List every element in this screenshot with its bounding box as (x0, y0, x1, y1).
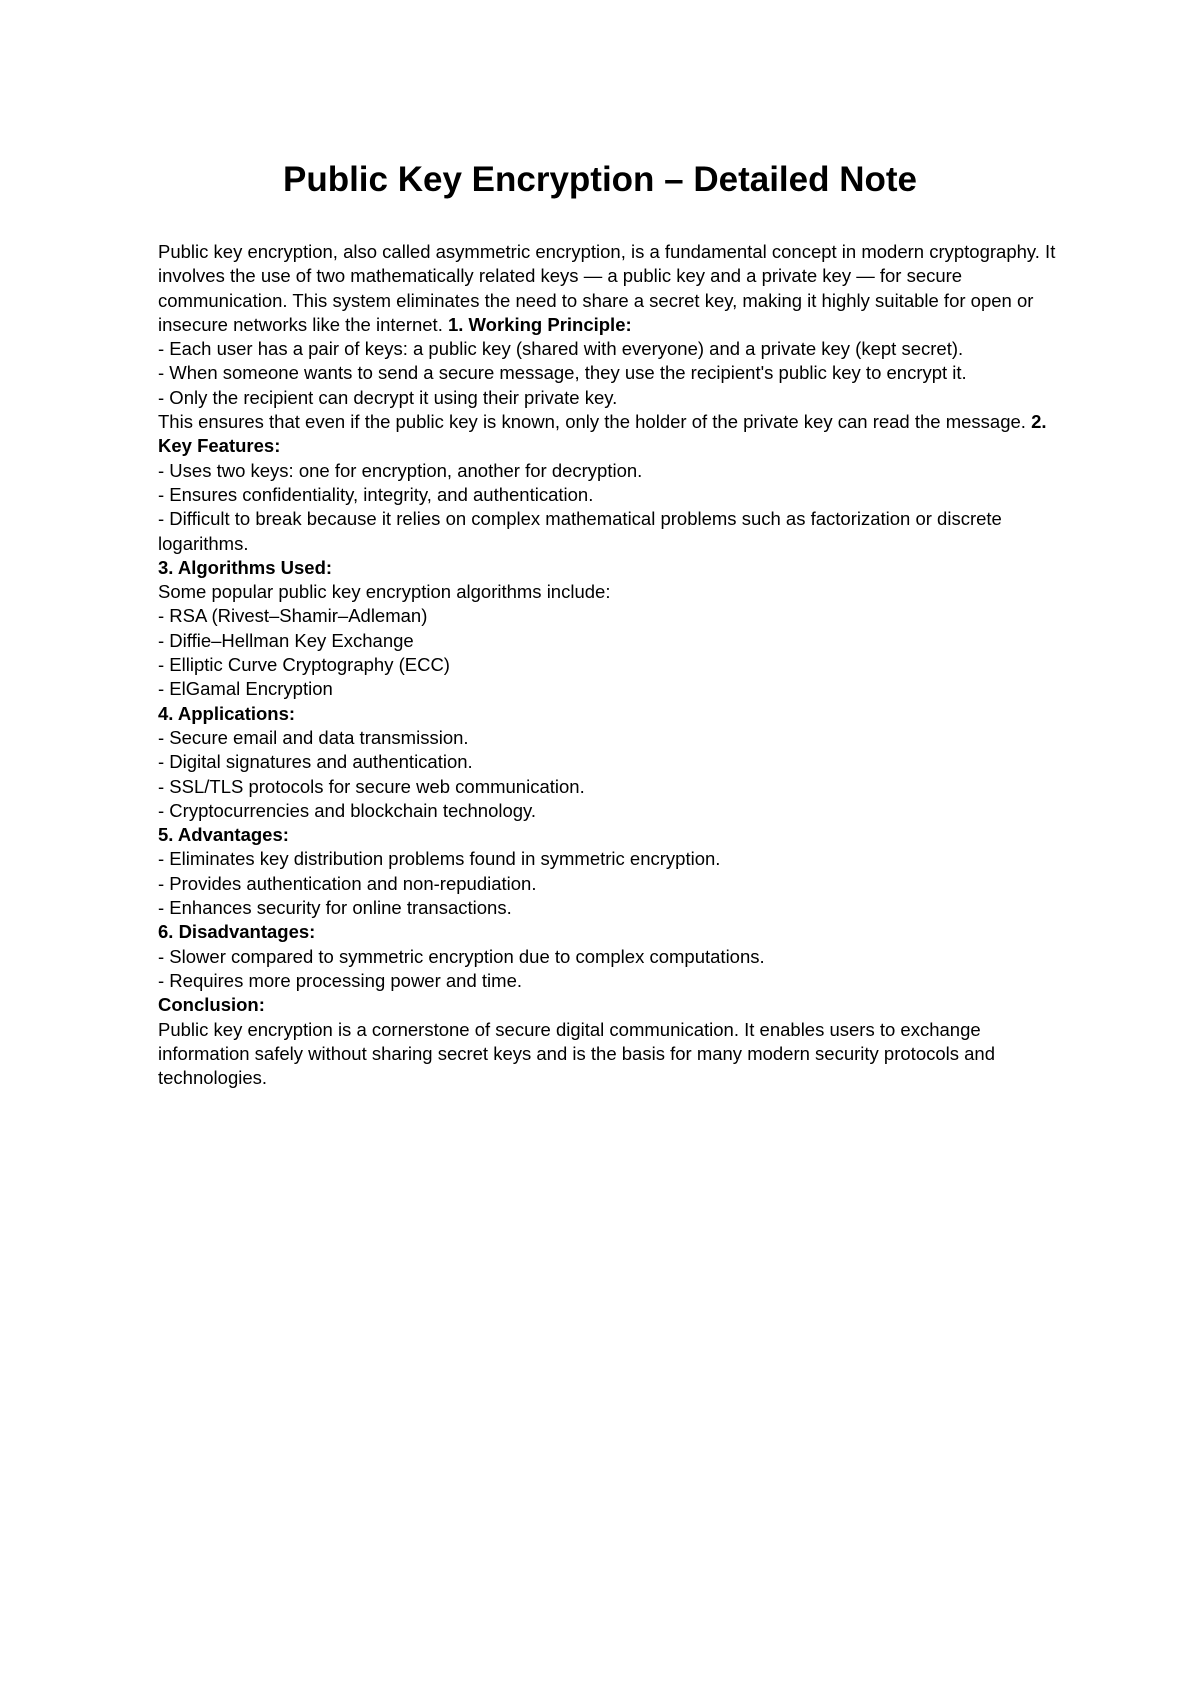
list-item: - Each user has a pair of keys: a public key (shared with everyone) and a private key (kept secret). (158, 338, 964, 360)
list-item: - Uses two keys: one for encryption, another for decryption. (158, 459, 643, 481)
working-principle-note (158, 410, 1058, 459)
list-item: - Digital signatures and authentication. (158, 751, 473, 773)
list-item: - Diffie–Hellman Key Exchange (158, 629, 414, 651)
list-item: - Eliminates key distribution problems found in symmetric encryption. (158, 848, 721, 870)
section-heading-algorithms: 3. Algorithms Used: (158, 556, 333, 578)
list-item: - Difficult to break because it relies on complex mathematical problems such as factorization or discrete logarithms. (158, 508, 1002, 554)
algorithms-intro: Some popular public key encryption algorithms include: (158, 581, 611, 603)
document-body (158, 240, 1058, 1090)
conclusion-text: Public key encryption is a cornerstone of secure digital communication. It enables users to exchange information safely without sharing secret keys and is the basis for many modern security protocols and technologies. (158, 1018, 996, 1089)
section-heading-conclusion: Conclusion: (158, 994, 265, 1016)
list-item: - Cryptocurrencies and blockchain technology. (158, 799, 537, 821)
list-item: - Provides authentication and non-repudiation. (158, 872, 537, 894)
section-heading-disadvantages: 6. Disadvantages: (158, 921, 316, 943)
section-heading-working-principle: 1. Working Principle: (447, 313, 632, 335)
list-item: - SSL/TLS protocols for secure web communication. (158, 775, 585, 797)
list-item: - ElGamal Encryption (158, 678, 333, 700)
list-item: - Only the recipient can decrypt it using their private key. (158, 386, 618, 408)
document-title: Public Key Encryption – Detailed Note (282, 160, 918, 199)
section-heading-advantages: 5. Advantages: (158, 824, 289, 846)
note-text: This ensures that even if the public key is known, only the holder of the private key can read the message. (158, 411, 1026, 433)
intro-paragraph (158, 240, 1058, 337)
section-heading-key-features: 2. Key Features: (158, 411, 1047, 457)
list-item: - Requires more processing power and time. (158, 969, 522, 991)
list-item: - Secure email and data transmission. (158, 726, 469, 748)
intro-text: Public key encryption, also called asymmetric encryption, is a fundamental concept in modern cryptography. It involves the use of two mathematically related keys — a public key and a private key — for secure communication. This system eliminates the need to share a secret key, making it highly suitable for open or insecure networks like the internet. (158, 241, 1056, 335)
section-heading-applications: 4. Applications: (158, 702, 296, 724)
list-item: - When someone wants to send a secure message, they use the recipient's public key to encrypt it. (158, 362, 967, 384)
list-item: - RSA (Rivest–Shamir–Adleman) (158, 605, 428, 627)
list-item: - Elliptic Curve Cryptography (ECC) (158, 654, 450, 676)
list-item: - Ensures confidentiality, integrity, and authentication. (158, 483, 594, 505)
list-item: - Enhances security for online transactions. (158, 897, 512, 919)
list-item: - Slower compared to symmetric encryption due to complex computations. (158, 945, 765, 967)
